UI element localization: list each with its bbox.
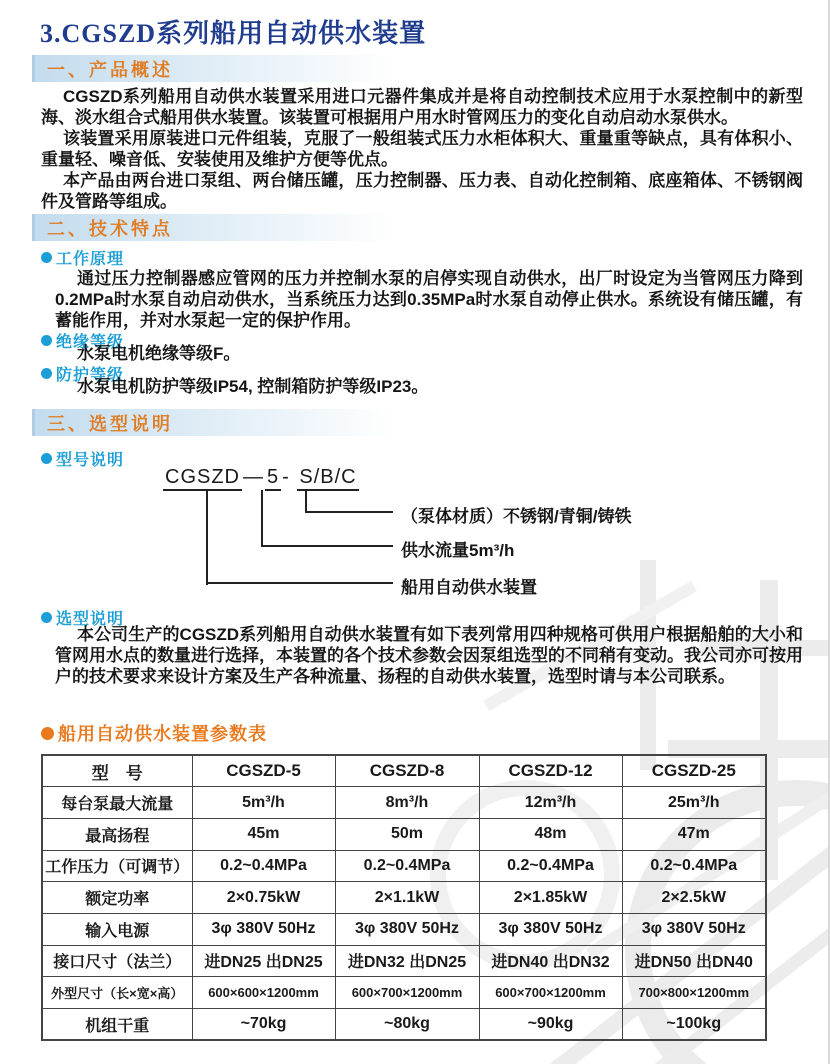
table-cell: 0.2~0.4MPa	[335, 850, 479, 882]
working-principle-text	[55, 268, 803, 331]
section-heading-overview	[32, 55, 414, 82]
table-cell: 进DN40 出DN32	[479, 945, 622, 977]
table-cell: 进DN50 出DN40	[622, 945, 766, 977]
insulation-class-text: 水泵电机绝缘等级F。	[77, 344, 241, 363]
table-cell: ~90kg	[479, 1009, 622, 1041]
model-designation-heading	[41, 447, 124, 470]
table-row	[42, 977, 766, 1009]
table-cell: ~70kg	[192, 1009, 335, 1041]
table-cell: ~100kg	[622, 1009, 766, 1041]
table-cell: 50m	[335, 818, 479, 850]
protection-class-text: 水泵电机防护等级IP54, 控制箱防护等级IP23。	[77, 377, 429, 396]
selection-guide-text	[55, 624, 803, 687]
table-cell: 3φ 380V 50Hz	[335, 913, 479, 945]
table-cell: 3φ 380V 50Hz	[192, 913, 335, 945]
connector-line	[305, 490, 307, 513]
overview-paragraph: 该装置采用原装进口元件组装，克服了一般组装式压力水柜体积大、重量重等缺点，具有体积小、重量轻、噪音低、安装使用及维护方便等优点。	[41, 129, 803, 169]
model-flow: 5	[265, 466, 281, 491]
table-cell: 2×0.75kW	[192, 882, 335, 914]
table-cell: 25m³/h	[622, 787, 766, 819]
table-row	[42, 945, 766, 977]
table-cell: 2×1.85kW	[479, 882, 622, 914]
table-cell: 3φ 380V 50Hz	[622, 913, 766, 945]
table-row-label: 输入电源	[42, 913, 192, 945]
bullet-icon	[41, 453, 52, 464]
table-cell: 0.2~0.4MPa	[479, 850, 622, 882]
table-cell: 600×700×1200mm	[479, 977, 622, 1009]
table-row-label: 外型尺寸（长×宽×高）	[42, 977, 192, 1009]
bullet-icon	[41, 727, 54, 740]
overview-paragraph: CGSZD系列船用自动供水装置采用进口元器件集成并是将自动控制技术应用于水泵控制中的新型海、淡水组合式船用供水装置。该装置可根据用户用水时管网压力的变化自动启动水泵供水。	[41, 87, 803, 127]
table-header-cell: CGSZD-5	[192, 755, 335, 787]
bullet-icon	[41, 335, 52, 346]
table-cell: 进DN32 出DN25	[335, 945, 479, 977]
table-cell: 8m³/h	[335, 787, 479, 819]
table-header-cell: CGSZD-12	[479, 755, 622, 787]
model-dash: —	[243, 466, 264, 488]
table-row-label: 最高扬程	[42, 818, 192, 850]
section-heading-label: 一、产品概述	[47, 59, 173, 80]
table-row-label: 每台泵最大流量	[42, 787, 192, 819]
table-row-label: 工作压力（可调节）	[42, 850, 192, 882]
model-heading-label: 型号说明	[56, 452, 125, 469]
overview-paragraphs	[41, 86, 803, 212]
feature-label: 防护等级	[56, 367, 125, 384]
model-note-flow: 供水流量5m³/h	[401, 541, 515, 560]
table-cell: 600×700×1200mm	[335, 977, 479, 1009]
table-header-row	[42, 755, 766, 787]
model-dash: -	[282, 466, 290, 488]
table-cell: 45m	[192, 818, 335, 850]
table-caption-label: 船用自动供水装置参数表	[58, 724, 267, 744]
connector-line	[305, 511, 393, 513]
table-cell: 48m	[479, 818, 622, 850]
table-cell: 0.2~0.4MPa	[622, 850, 766, 882]
section-heading-label: 二、技术特点	[47, 218, 173, 239]
table-cell: 2×2.5kW	[622, 882, 766, 914]
table-cell: 2×1.1kW	[335, 882, 479, 914]
table-row-label: 接口尺寸（法兰）	[42, 945, 192, 977]
bullet-icon	[41, 612, 52, 623]
table-row	[42, 818, 766, 850]
table-row	[42, 913, 766, 945]
table-row-label: 额定功率	[42, 882, 192, 914]
table-header-cell: CGSZD-8	[335, 755, 479, 787]
parameters-table	[41, 754, 767, 1041]
table-row	[42, 1009, 766, 1041]
overview-paragraph: 本产品由两台进口泵组、两台储压罐，压力控制器、压力表、自动化控制箱、底座箱体、不锈钢阀件及管路等组成。	[41, 171, 803, 211]
section-heading-features	[32, 214, 414, 241]
table-row-label: 机组干重	[42, 1009, 192, 1041]
table-row	[42, 787, 766, 819]
table-cell: 600×600×1200mm	[192, 977, 335, 1009]
table-cell: 0.2~0.4MPa	[192, 850, 335, 882]
model-note-material: （泵体材质）不锈钢/青铜/铸铁	[401, 507, 632, 526]
feature-label: 绝缘等级	[56, 334, 125, 351]
table-row	[42, 882, 766, 914]
table-cell: 3φ 380V 50Hz	[479, 913, 622, 945]
table-row	[42, 850, 766, 882]
parameters-table-caption	[41, 720, 267, 746]
connector-line	[206, 490, 208, 585]
table-cell: ~80kg	[335, 1009, 479, 1041]
table-cell: 进DN25 出DN25	[192, 945, 335, 977]
model-series: CGSZD	[163, 466, 242, 491]
model-note-device: 船用自动供水装置	[401, 578, 537, 597]
table-cell: 5m³/h	[192, 787, 335, 819]
table-cell: 700×800×1200mm	[622, 977, 766, 1009]
section-heading-selection	[32, 409, 414, 436]
bullet-icon	[41, 252, 52, 263]
connector-line	[261, 545, 393, 547]
page-title: 3.CGSZD系列船用自动供水装置	[40, 19, 427, 48]
feature-working-principle	[41, 246, 124, 269]
connector-line	[261, 490, 263, 547]
feature-text: 通过压力控制器感应管网的压力并控制水泵的启停实现自动供水，出厂时设定为当管网压力降到0.2MPa时水泵自动启动供水，当系统压力达到0.35MPa时水泵自动停止供水。系统设有储压罐，有蓄能作用，并对水泵起一定的保护作用。	[55, 269, 803, 330]
table-cell: 47m	[622, 818, 766, 850]
table-cell: 12m³/h	[479, 787, 622, 819]
selection-heading-label: 选型说明	[56, 611, 125, 628]
model-material: S/B/C	[297, 466, 358, 491]
selection-paragraph: 本公司生产的CGSZD系列船用自动供水装置有如下表列常用四种规格可供用户根据船舶的大小和管网用水点的数量进行选择，本装置的各个技术参数会因泵组选型的不同稍有变动。我公司亦可按用户的技术要求来设计方案及生产各种流量、扬程的自动供水装置，选型时请与本公司联系。	[55, 625, 803, 686]
feature-label: 工作原理	[56, 251, 125, 268]
section-heading-label: 三、选型说明	[47, 413, 173, 434]
table-header-cell: CGSZD-25	[622, 755, 766, 787]
bullet-icon	[41, 368, 52, 379]
table-header-cell: 型 号	[42, 755, 192, 787]
connector-line	[206, 582, 393, 584]
model-code	[163, 466, 359, 489]
